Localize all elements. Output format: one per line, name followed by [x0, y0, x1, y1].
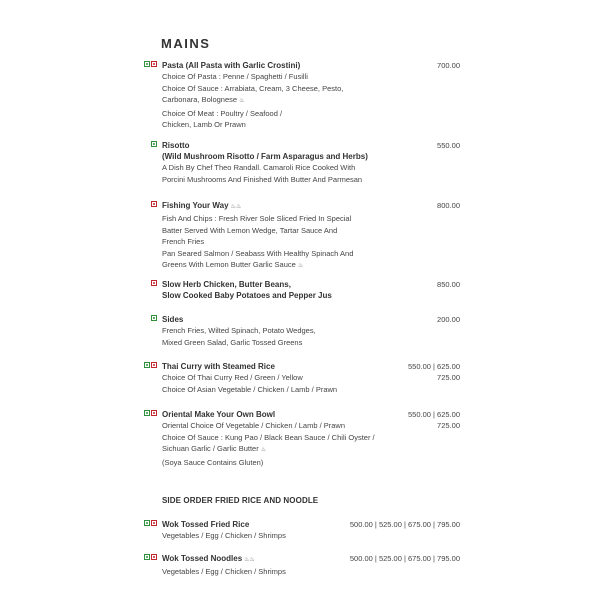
item-name-text: Fishing Your Way [162, 201, 229, 210]
diet-marks [144, 280, 157, 286]
menu-item-fishing-your-way [140, 200, 460, 273]
price-line: 500.00 | 525.00 | 675.00 | 795.00 [349, 520, 460, 529]
price-line: 500.00 | 525.00 | 675.00 | 795.00 [349, 554, 460, 563]
item-name: Slow Herb Chicken, Butter Beans, [162, 280, 291, 289]
veg-icon [144, 61, 150, 67]
non-veg-icon [151, 201, 157, 207]
diet-marks [144, 61, 157, 67]
item-desc: (Soya Sauce Contains Gluten) [162, 457, 264, 467]
item-price [437, 60, 460, 71]
diet-marks [144, 520, 157, 526]
dietary-symbol-icon: ♨ [260, 447, 267, 453]
item-name: Oriental Make Your Own Bowl [162, 410, 276, 419]
item-price [350, 519, 460, 530]
price-line: 700.00 [437, 61, 460, 70]
price-line: 550.00 | 625.00 [408, 362, 460, 371]
menu-item-wok-noodles [140, 553, 460, 578]
item-desc: Fish And Chips : Fresh River Sole Sliced Fried In Special [162, 214, 352, 223]
item-desc: Choice Of Thai Curry Red / Green / Yellow [162, 373, 303, 382]
sub-section-heading: SIDE ORDER FRIED RICE AND NOODLE [162, 496, 319, 505]
item-desc: A Dish By Chef Theo Randall. Camaroli Rice Cooked With [162, 163, 356, 172]
item-name: Slow Cooked Baby Potatoes and Pepper Jus [162, 291, 332, 300]
item-desc-text: Sichuan Garlic / Garlic Butter [162, 444, 259, 453]
item-desc: French Fries [162, 237, 205, 246]
item-price [350, 553, 460, 564]
item-desc-text: Carbonara, Bolognese [162, 95, 238, 104]
item-desc: Choice Of Sauce : Arrabiata, Cream, 3 Cheese, Pesto, [162, 83, 344, 93]
item-desc: Chicken, Lamb Or Prawn [162, 120, 246, 129]
non-veg-icon [151, 61, 157, 67]
dietary-symbol-icon: ♨♨ [230, 204, 242, 210]
item-desc [162, 259, 460, 273]
menu-item-slow-herb-chicken [140, 279, 460, 301]
veg-icon [151, 141, 157, 147]
item-name: Thai Curry with Steamed Rice [162, 362, 275, 371]
item-desc-text: Greens With Lemon Butter Garlic Sauce [162, 260, 296, 269]
item-price [437, 279, 460, 290]
item-name: Pasta (All Pasta with Garlic Crostini) [162, 61, 301, 70]
item-desc: Porcini Mushrooms And Finished With Butter And Parmesan [162, 174, 363, 184]
diet-marks [144, 554, 157, 560]
item-desc: Batter Served With Lemon Wedge, Tartar Sauce And [162, 225, 338, 235]
item-desc: Choice Of Sauce : Kung Pao / Black Bean Sauce / Chili Oyster / [162, 432, 375, 442]
veg-icon [144, 362, 150, 368]
non-veg-icon [151, 410, 157, 416]
item-desc: Pan Seared Salmon / Seabass With Healthy Spinach And [162, 248, 354, 258]
item-name: (Wild Mushroom Risotto / Farm Asparagus and Herbs) [162, 152, 368, 161]
item-price [408, 361, 460, 383]
item-desc [162, 94, 460, 108]
dietary-symbol-icon: ♨ [239, 98, 245, 104]
item-name: Wok Tossed Fried Rice [162, 520, 250, 529]
item-desc: Choice Of Meat : Poultry / Seafood / [162, 108, 283, 118]
price-line: 550.00 [437, 141, 460, 150]
item-price [408, 409, 460, 431]
veg-icon [144, 410, 150, 416]
non-veg-icon [151, 362, 157, 368]
veg-icon [144, 554, 150, 560]
item-desc [162, 443, 460, 457]
diet-marks [144, 141, 157, 147]
item-price [437, 314, 460, 325]
item-desc: French Fries, Wilted Spinach, Potato Wedges, [162, 326, 316, 335]
item-desc: Choice Of Asian Vegetable / Chicken / Lamb / Prawn [162, 384, 338, 394]
item-name: Sides [162, 315, 184, 324]
item-desc: Mixed Green Salad, Garlic Tossed Greens [162, 337, 303, 347]
non-veg-icon [151, 280, 157, 286]
menu-item-risotto [140, 140, 460, 185]
menu-item-thai-curry [140, 361, 460, 395]
price-line: 850.00 [437, 280, 460, 289]
item-price [437, 140, 460, 151]
menu-item-pasta [140, 60, 460, 131]
menu-item-sides [140, 314, 460, 348]
non-veg-icon [151, 554, 157, 560]
menu-item-oriental-bowl [140, 409, 460, 468]
item-desc: Vegetables / Egg / Chicken / Shrimps [162, 567, 286, 576]
item-desc: Vegetables / Egg / Chicken / Shrimps [162, 531, 286, 540]
veg-icon [144, 520, 150, 526]
price-line: 550.00 | 625.00 [408, 410, 460, 419]
item-name: Risotto [162, 141, 190, 150]
section-heading: MAINS [161, 36, 211, 51]
price-line: 725.00 [437, 373, 460, 382]
dietary-symbol-icon: ♨ [297, 263, 304, 269]
veg-icon [151, 315, 157, 321]
menu-item-wok-fried-rice [140, 519, 460, 542]
item-name [162, 200, 460, 213]
item-desc: Choice Of Pasta : Penne / Spaghetti / Fusilli [162, 72, 308, 81]
price-line: 800.00 [437, 201, 460, 210]
diet-marks [144, 362, 157, 368]
diet-marks [144, 315, 157, 321]
diet-marks [144, 201, 157, 207]
item-desc: Oriental Choice Of Vegetable / Chicken / Lamb / Prawn [162, 421, 346, 430]
item-price [437, 200, 460, 211]
dietary-symbol-icon: ♨♨ [244, 557, 255, 563]
price-line: 725.00 [437, 421, 460, 430]
item-name-text: Wok Tossed Noodles [162, 554, 243, 563]
non-veg-icon [151, 520, 157, 526]
diet-marks [144, 410, 157, 416]
price-line: 200.00 [437, 315, 460, 324]
